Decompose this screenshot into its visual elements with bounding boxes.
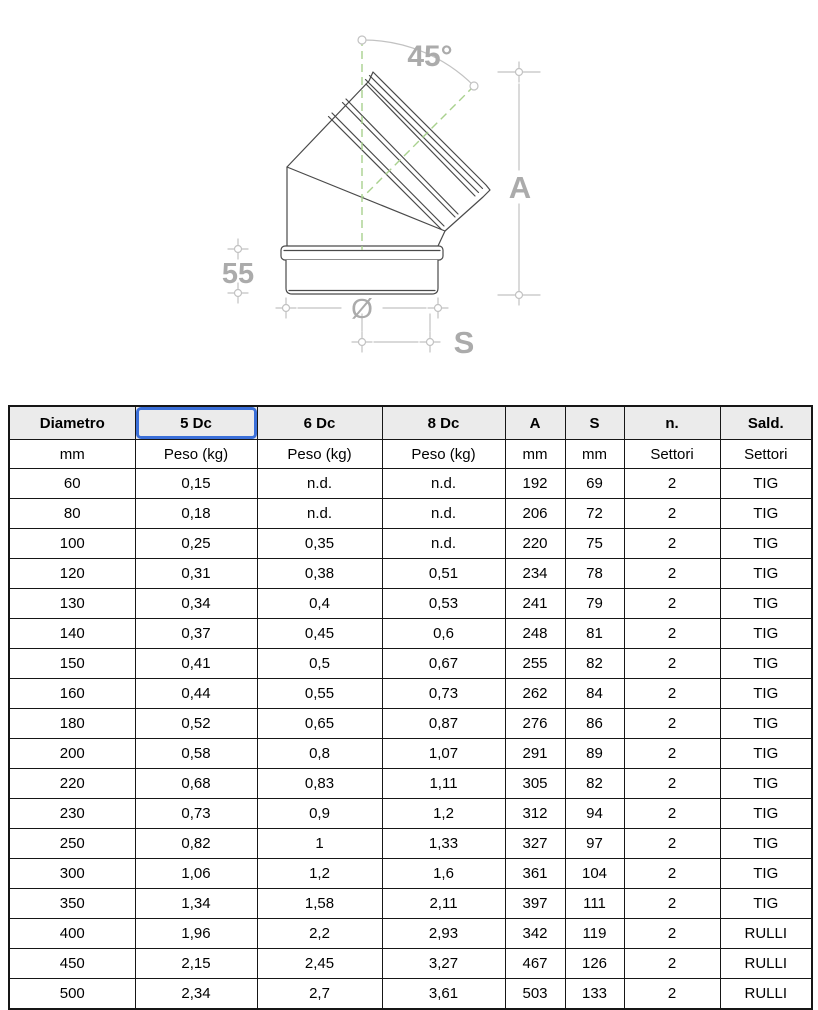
table-cell: 0,87 xyxy=(382,709,505,739)
dim-s-marker xyxy=(427,339,434,346)
table-row xyxy=(9,499,812,529)
table-cell: 2 xyxy=(624,949,720,979)
table-row xyxy=(9,949,812,979)
socket-body xyxy=(286,260,438,294)
table-cell: RULLI xyxy=(720,979,812,1010)
table-cell: RULLI xyxy=(720,949,812,979)
table-cell: 300 xyxy=(9,859,135,889)
table-cell: 0,67 xyxy=(382,649,505,679)
table-cell: 94 xyxy=(565,799,624,829)
table-cell: TIG xyxy=(720,739,812,769)
col-unit-label: Peso (kg) xyxy=(382,440,505,469)
table-cell: 350 xyxy=(9,889,135,919)
table-cell: 2 xyxy=(624,799,720,829)
dim-55-marker xyxy=(235,290,242,297)
table-cell: 126 xyxy=(565,949,624,979)
table-cell: TIG xyxy=(720,589,812,619)
table-cell: 220 xyxy=(505,529,565,559)
table-row xyxy=(9,919,812,949)
table-cell: 397 xyxy=(505,889,565,919)
table-cell: 1,2 xyxy=(382,799,505,829)
table-cell: 2 xyxy=(624,619,720,649)
table-cell: 0,31 xyxy=(135,559,257,589)
col-header-n-[interactable] xyxy=(624,406,720,440)
col-header-sald-[interactable] xyxy=(720,406,812,440)
pipe-elbow xyxy=(281,72,490,294)
table-cell: 1 xyxy=(257,829,382,859)
table-cell: TIG xyxy=(720,649,812,679)
table-cell: 2,15 xyxy=(135,949,257,979)
technical-drawing xyxy=(0,0,818,400)
table-cell: 200 xyxy=(9,739,135,769)
table-row xyxy=(9,679,812,709)
col-unit-label: Peso (kg) xyxy=(257,440,382,469)
header-row-labels xyxy=(9,406,812,440)
table-cell: 140 xyxy=(9,619,135,649)
col-header-5-dc[interactable] xyxy=(135,406,257,440)
table-cell: 234 xyxy=(505,559,565,589)
table-cell: 250 xyxy=(9,829,135,859)
table-cell: 2 xyxy=(624,739,720,769)
table-cell: 3,61 xyxy=(382,979,505,1010)
dim-55-label: 55 xyxy=(221,258,255,290)
table-cell: 84 xyxy=(565,679,624,709)
table-cell: 0,58 xyxy=(135,739,257,769)
column-header-label: n. xyxy=(665,414,679,432)
header-row-units xyxy=(9,440,812,469)
spec-table xyxy=(8,405,813,1010)
table-cell: 0,73 xyxy=(135,799,257,829)
table-cell: 2,34 xyxy=(135,979,257,1010)
table-cell: 0,18 xyxy=(135,499,257,529)
table-row xyxy=(9,859,812,889)
table-cell: 1,34 xyxy=(135,889,257,919)
table-cell: TIG xyxy=(720,619,812,649)
col-unit-label: Peso (kg) xyxy=(135,440,257,469)
column-header-label: 8 Dc xyxy=(427,414,460,432)
table-cell: 2 xyxy=(624,979,720,1010)
table-cell: 248 xyxy=(505,619,565,649)
table-row xyxy=(9,529,812,559)
table-cell: n.d. xyxy=(382,499,505,529)
table-cell: 60 xyxy=(9,469,135,499)
table-cell: TIG xyxy=(720,799,812,829)
col-header-8-dc[interactable] xyxy=(382,406,505,440)
table-cell: 241 xyxy=(505,589,565,619)
table-cell: 0,38 xyxy=(257,559,382,589)
table-cell: n.d. xyxy=(257,469,382,499)
table-cell: TIG xyxy=(720,679,812,709)
table-cell: 312 xyxy=(505,799,565,829)
col-unit-label: mm xyxy=(505,440,565,469)
col-unit-label: Settori xyxy=(624,440,720,469)
table-row xyxy=(9,469,812,499)
table-cell: 262 xyxy=(505,679,565,709)
table-cell: 342 xyxy=(505,919,565,949)
table-cell: 2 xyxy=(624,679,720,709)
arc-endpoint-marker xyxy=(358,36,366,44)
table-cell: 2 xyxy=(624,859,720,889)
table-cell: 81 xyxy=(565,619,624,649)
table-cell: 305 xyxy=(505,769,565,799)
table-cell: 2,7 xyxy=(257,979,382,1010)
dim-s-label: S xyxy=(453,325,475,360)
table-cell: 0,51 xyxy=(382,559,505,589)
table-cell: 75 xyxy=(565,529,624,559)
diameter-symbol: Ø xyxy=(351,293,373,324)
selected-column-header: 5 Dc xyxy=(136,407,257,439)
table-cell: 72 xyxy=(565,499,624,529)
table-cell: 89 xyxy=(565,739,624,769)
table-cell: n.d. xyxy=(382,529,505,559)
table-cell: 0,25 xyxy=(135,529,257,559)
table-cell: TIG xyxy=(720,499,812,529)
table-cell: 0,4 xyxy=(257,589,382,619)
table-cell: 120 xyxy=(9,559,135,589)
table-cell: 0,15 xyxy=(135,469,257,499)
table-cell: 2 xyxy=(624,499,720,529)
table-cell: TIG xyxy=(720,559,812,589)
table-cell: n.d. xyxy=(257,499,382,529)
pipe-upper-segment xyxy=(287,72,490,231)
dim-a-marker xyxy=(516,69,523,76)
column-header-label: 6 Dc xyxy=(303,414,336,432)
table-cell: 2 xyxy=(624,649,720,679)
table-cell: 119 xyxy=(565,919,624,949)
table-cell: 79 xyxy=(565,589,624,619)
table-cell: 111 xyxy=(565,889,624,919)
table-row xyxy=(9,619,812,649)
table-cell: 86 xyxy=(565,709,624,739)
table-cell: 78 xyxy=(565,559,624,589)
table-cell: 255 xyxy=(505,649,565,679)
table-cell: 0,35 xyxy=(257,529,382,559)
dim-s-marker xyxy=(359,339,366,346)
table-cell: 80 xyxy=(9,499,135,529)
table-cell: 82 xyxy=(565,769,624,799)
spec-table-body xyxy=(9,469,812,1010)
table-cell: RULLI xyxy=(720,919,812,949)
column-header-label: A xyxy=(529,414,541,432)
col-unit-label: mm xyxy=(565,440,624,469)
col-unit-label: mm xyxy=(9,440,135,469)
table-cell: TIG xyxy=(720,829,812,859)
table-cell: 2,45 xyxy=(257,949,382,979)
table-row xyxy=(9,829,812,859)
table-cell: 220 xyxy=(9,769,135,799)
table-cell: 2,93 xyxy=(382,919,505,949)
table-row xyxy=(9,769,812,799)
table-row xyxy=(9,799,812,829)
table-cell: 2 xyxy=(624,529,720,559)
table-cell: 2 xyxy=(624,889,720,919)
table-cell: 69 xyxy=(565,469,624,499)
table-cell: 327 xyxy=(505,829,565,859)
table-cell: 1,96 xyxy=(135,919,257,949)
table-cell: TIG xyxy=(720,529,812,559)
table-cell: 0,73 xyxy=(382,679,505,709)
col-header-diametro[interactable] xyxy=(9,406,135,440)
table-row xyxy=(9,649,812,679)
table-cell: 1,58 xyxy=(257,889,382,919)
table-cell: 0,9 xyxy=(257,799,382,829)
column-header-label: Diametro xyxy=(39,414,105,432)
table-cell: 467 xyxy=(505,949,565,979)
dim-diameter-marker xyxy=(283,305,290,312)
table-row xyxy=(9,559,812,589)
table-cell: 1,11 xyxy=(382,769,505,799)
dim-diameter-marker xyxy=(435,305,442,312)
table-cell: 2 xyxy=(624,559,720,589)
table-cell: 450 xyxy=(9,949,135,979)
table-cell: 1,07 xyxy=(382,739,505,769)
table-cell: 0,8 xyxy=(257,739,382,769)
table-cell: 0,34 xyxy=(135,589,257,619)
table-cell: 0,44 xyxy=(135,679,257,709)
col-header-s[interactable] xyxy=(565,406,624,440)
table-cell: 0,65 xyxy=(257,709,382,739)
table-cell: TIG xyxy=(720,859,812,889)
table-cell: 192 xyxy=(505,469,565,499)
table-cell: 1,33 xyxy=(382,829,505,859)
table-cell: 82 xyxy=(565,649,624,679)
table-cell: 0,37 xyxy=(135,619,257,649)
col-unit-label: Settori xyxy=(720,440,812,469)
table-cell: 206 xyxy=(505,499,565,529)
table-cell: 1,6 xyxy=(382,859,505,889)
arc-endpoint-marker xyxy=(470,82,478,90)
table-cell: 361 xyxy=(505,859,565,889)
table-cell: 0,52 xyxy=(135,709,257,739)
table-cell: TIG xyxy=(720,469,812,499)
table-cell: 1,2 xyxy=(257,859,382,889)
table-row xyxy=(9,979,812,1010)
table-cell: 2,2 xyxy=(257,919,382,949)
col-header-a[interactable] xyxy=(505,406,565,440)
table-cell: 400 xyxy=(9,919,135,949)
dim-a-label: A xyxy=(508,170,532,205)
dim-55-marker xyxy=(235,246,242,253)
col-header-6-dc[interactable] xyxy=(257,406,382,440)
table-cell: 2,11 xyxy=(382,889,505,919)
table-cell: 0,6 xyxy=(382,619,505,649)
table-cell: 2 xyxy=(624,769,720,799)
table-cell: 0,68 xyxy=(135,769,257,799)
table-row xyxy=(9,739,812,769)
table-cell: 500 xyxy=(9,979,135,1010)
table-cell: 0,41 xyxy=(135,649,257,679)
table-cell: 276 xyxy=(505,709,565,739)
column-header-label: Sald. xyxy=(747,414,784,432)
table-cell: TIG xyxy=(720,769,812,799)
spec-table-header xyxy=(9,406,812,469)
angle-label: 45° xyxy=(407,40,453,73)
table-cell: 0,55 xyxy=(257,679,382,709)
table-cell: 104 xyxy=(565,859,624,889)
table-cell: TIG xyxy=(720,709,812,739)
table-cell: 3,27 xyxy=(382,949,505,979)
table-row xyxy=(9,709,812,739)
table-cell: 133 xyxy=(565,979,624,1010)
table-cell: 160 xyxy=(9,679,135,709)
table-row xyxy=(9,589,812,619)
table-cell: 150 xyxy=(9,649,135,679)
table-cell: 2 xyxy=(624,919,720,949)
table-cell: 2 xyxy=(624,589,720,619)
table-cell: 180 xyxy=(9,709,135,739)
table-cell: 130 xyxy=(9,589,135,619)
table-cell: 0,45 xyxy=(257,619,382,649)
table-cell: 2 xyxy=(624,469,720,499)
table-cell: 230 xyxy=(9,799,135,829)
table-cell: 2 xyxy=(624,709,720,739)
table-cell: 97 xyxy=(565,829,624,859)
table-cell: 0,82 xyxy=(135,829,257,859)
table-cell: TIG xyxy=(720,889,812,919)
table-cell: 0,83 xyxy=(257,769,382,799)
table-cell: 100 xyxy=(9,529,135,559)
table-cell: 0,53 xyxy=(382,589,505,619)
table-cell: 503 xyxy=(505,979,565,1010)
table-cell: 0,5 xyxy=(257,649,382,679)
column-header-label: S xyxy=(589,414,600,432)
dim-a-marker xyxy=(516,292,523,299)
table-cell: n.d. xyxy=(382,469,505,499)
table-row xyxy=(9,889,812,919)
table-cell: 291 xyxy=(505,739,565,769)
table-cell: 2 xyxy=(624,829,720,859)
table-cell: 1,06 xyxy=(135,859,257,889)
